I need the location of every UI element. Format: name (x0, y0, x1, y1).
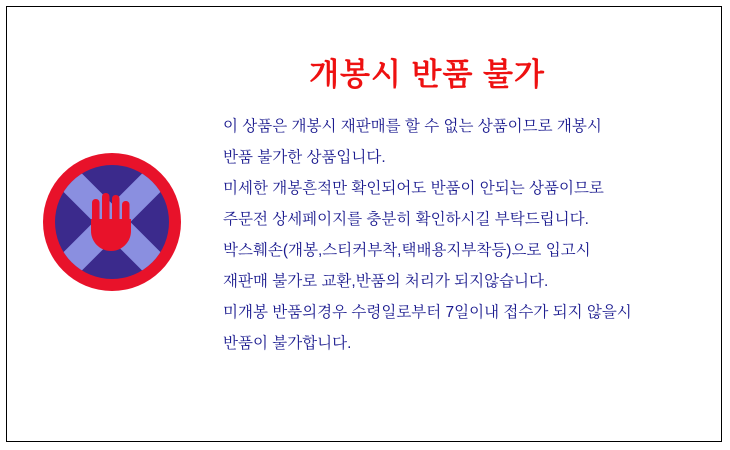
icon-hand-shape (87, 193, 137, 251)
notice-line: 주문전 상세페이지를 충분히 확인하시길 부탁드립니다. (223, 211, 589, 228)
notice-inner (7, 7, 721, 441)
notice-line: 재판매 불가로 교환,반품의 처리가 되지않습니다. (223, 273, 549, 290)
notice-line: 미개봉 반품의경우 수령일로부터 7일이내 접수가 되지 않을시 (223, 304, 632, 321)
notice-card (6, 6, 722, 442)
no-entry-hand-icon (43, 153, 181, 291)
notice-body (223, 111, 693, 359)
notice-line: 박스훼손(개봉,스티커부착,택배용지부착등)으로 입고시 (223, 242, 591, 259)
page-title: 개봉시 반품 불가 (309, 57, 545, 92)
notice-line: 미세한 개봉흔적만 확인되어도 반품이 안되는 상품이므로 (223, 180, 604, 197)
notice-line: 반품 불가한 상품입니다. (223, 149, 386, 166)
notice-line: 반품이 불가합니다. (223, 335, 352, 352)
notice-line: 이 상품은 개봉시 재판매를 할 수 없는 상품이므로 개봉시 (223, 118, 602, 135)
